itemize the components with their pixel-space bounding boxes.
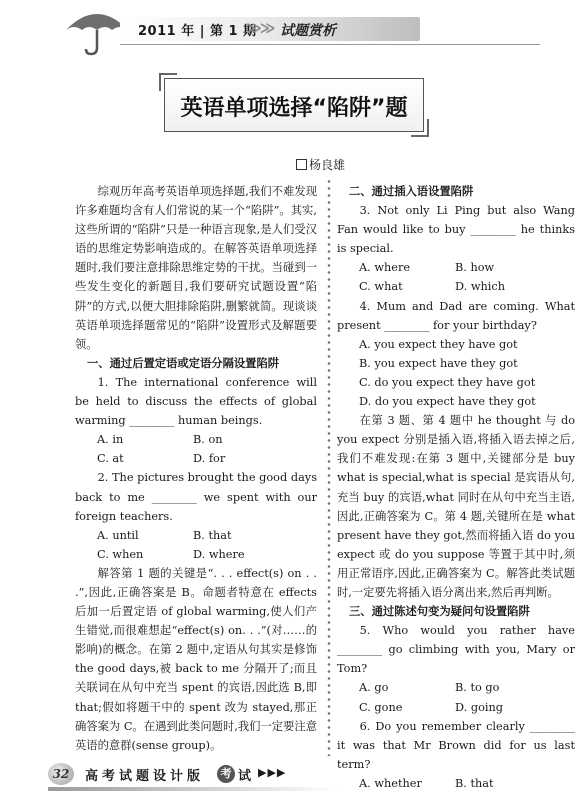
option: A. you expect they have got — [359, 337, 518, 351]
section-heading-3: 三、通过陈述句变为疑问句设置陷阱 — [349, 605, 530, 619]
article-title: 英语单项选择“陷阱”题 — [180, 96, 408, 121]
option: A. until — [97, 528, 139, 542]
analysis-paragraph-1: 解答第 1 题的关键是“. . . effect(s) on . . .”,因此,正确答案是 B。命题者特意在 effects 后加一后置定语 of global warming,使人们产生错觉,而很难想起“effect(s) on. . .”(对……的影响)的概念。在第 2 题中,定语从句其实是修饰 the good days,被 back to me 分隔开了;而且关联词在从句中充当 spent 的宾语,因此选 B,即 that;假如将题干中的 spent 改为 stayed,那正确答案为 C。在遇到此类问题时,我们一定要注意英语的意群(sense group)。 — [75, 566, 317, 752]
option: C. at — [97, 452, 124, 466]
question-6: 6. Do you remember clearly ________ it was that Mr Brown did for us last term? — [337, 719, 575, 771]
author-line — [296, 156, 345, 173]
option: A. in — [97, 433, 124, 447]
q1-options-row-1 — [75, 430, 317, 449]
option: B. you expect have they got — [359, 356, 518, 370]
column-divider — [326, 178, 332, 756]
q5-options-row-2 — [337, 698, 575, 717]
page-header — [0, 0, 581, 56]
page-footer — [0, 760, 581, 800]
option: C. when — [97, 547, 144, 561]
arrows-icon: ▶▶▶ — [258, 766, 287, 779]
option: B. to go — [455, 681, 500, 695]
intro-paragraph: 综观历年高考英语单项选择题,我们不难发现许多难题均含有人们常说的某一个“陷阱”。其实,这些所谓的“陷阱”只是一种语言现象,是人们受汉语的思维定势影响造成的。在解答英语单项选择题时,我们要注意排除思维定势的干扰。当碰到一些发生变化的新题目,我们要研究试题设置“陷阱”的方式,以便大胆排除陷阱,删繁就简。现谈谈英语单项选择题常见的“陷阱”设置形式及解题要领。 — [75, 185, 317, 351]
left-column — [75, 182, 317, 755]
chevron-icon: ≫≫ — [246, 19, 274, 37]
option: D. which — [455, 280, 505, 294]
option: C. what — [359, 280, 403, 294]
option: D. where — [193, 547, 245, 561]
option: A. where — [359, 261, 411, 275]
section-heading-1: 一、通过后置定语或定语分隔设置陷阱 — [87, 356, 280, 370]
option: C. gone — [359, 700, 403, 714]
square-icon — [296, 159, 307, 170]
footer-tail: 试 — [238, 769, 252, 784]
footer-bar — [48, 787, 338, 791]
question-2: 2. The pictures brought the good days back to me ________ we spent with our foreign teachers. — [75, 471, 317, 523]
right-column — [337, 182, 575, 793]
q1-options-row-2 — [75, 449, 317, 468]
header-rule — [120, 44, 540, 45]
section-heading-2: 二、通过插入语设置陷阱 — [349, 185, 474, 198]
q3-options-row-1 — [337, 258, 575, 277]
option: A. whether — [359, 776, 422, 790]
page-number: 32 — [48, 763, 74, 785]
option: D. for — [193, 452, 226, 466]
option: B. that — [455, 776, 494, 790]
option: B. on — [193, 433, 223, 447]
option: C. do you expect they have got — [359, 375, 536, 389]
issue-label: 2011 年 | 第 1 期 — [138, 24, 257, 39]
question-5: 5. Who would you rather have ________ go climbing with you, Mary or Tom? — [337, 624, 575, 676]
footer-badge: 考 — [217, 765, 235, 783]
author-name: 杨良雄 — [309, 158, 346, 172]
q2-options-row-2 — [75, 545, 317, 564]
title-frame — [164, 78, 424, 132]
footer-title: 高考试题设计版 — [85, 769, 205, 784]
option: B. that — [193, 528, 232, 542]
option: D. going — [455, 700, 503, 714]
question-3: 3. Not only Li Ping but also Wang Fan would like to buy ________ he thinks is special. — [337, 204, 575, 256]
question-4: 4. Mum and Dad are coming. What present ________ for your birthday? — [337, 299, 575, 332]
q3-options-row-2 — [337, 277, 575, 296]
option: B. how — [455, 261, 495, 275]
question-1: 1. The international conference will be held to discuss the effects of global warming ________ human beings. — [75, 375, 317, 428]
option: D. do you expect have they got — [359, 395, 536, 409]
q5-options-row-1 — [337, 678, 575, 697]
column-name: 试题赏析 — [280, 23, 336, 39]
analysis-paragraph-2: 在第 3 题、第 4 题中 he thought 与 do you expect 分别是插入语,将插入语去掉之后,我们不难发现:在第 3 题中,关键部分是 buy what is special,what is special 是宾语从句,充当 buy 的宾语,what 同时在从句中充当主语,因此,正确答案为 C。第 4 题,关键所在是 what present have they got,然而将插入语 do you expect 或 do you suppose 等置于其中时,须用正常语序,因此,正确答案为 C。解答此类试题时,一定要先将插入语分离出来,然后再判断。 — [337, 414, 575, 599]
q2-options-row-1 — [75, 526, 317, 545]
option: A. go — [359, 681, 389, 695]
